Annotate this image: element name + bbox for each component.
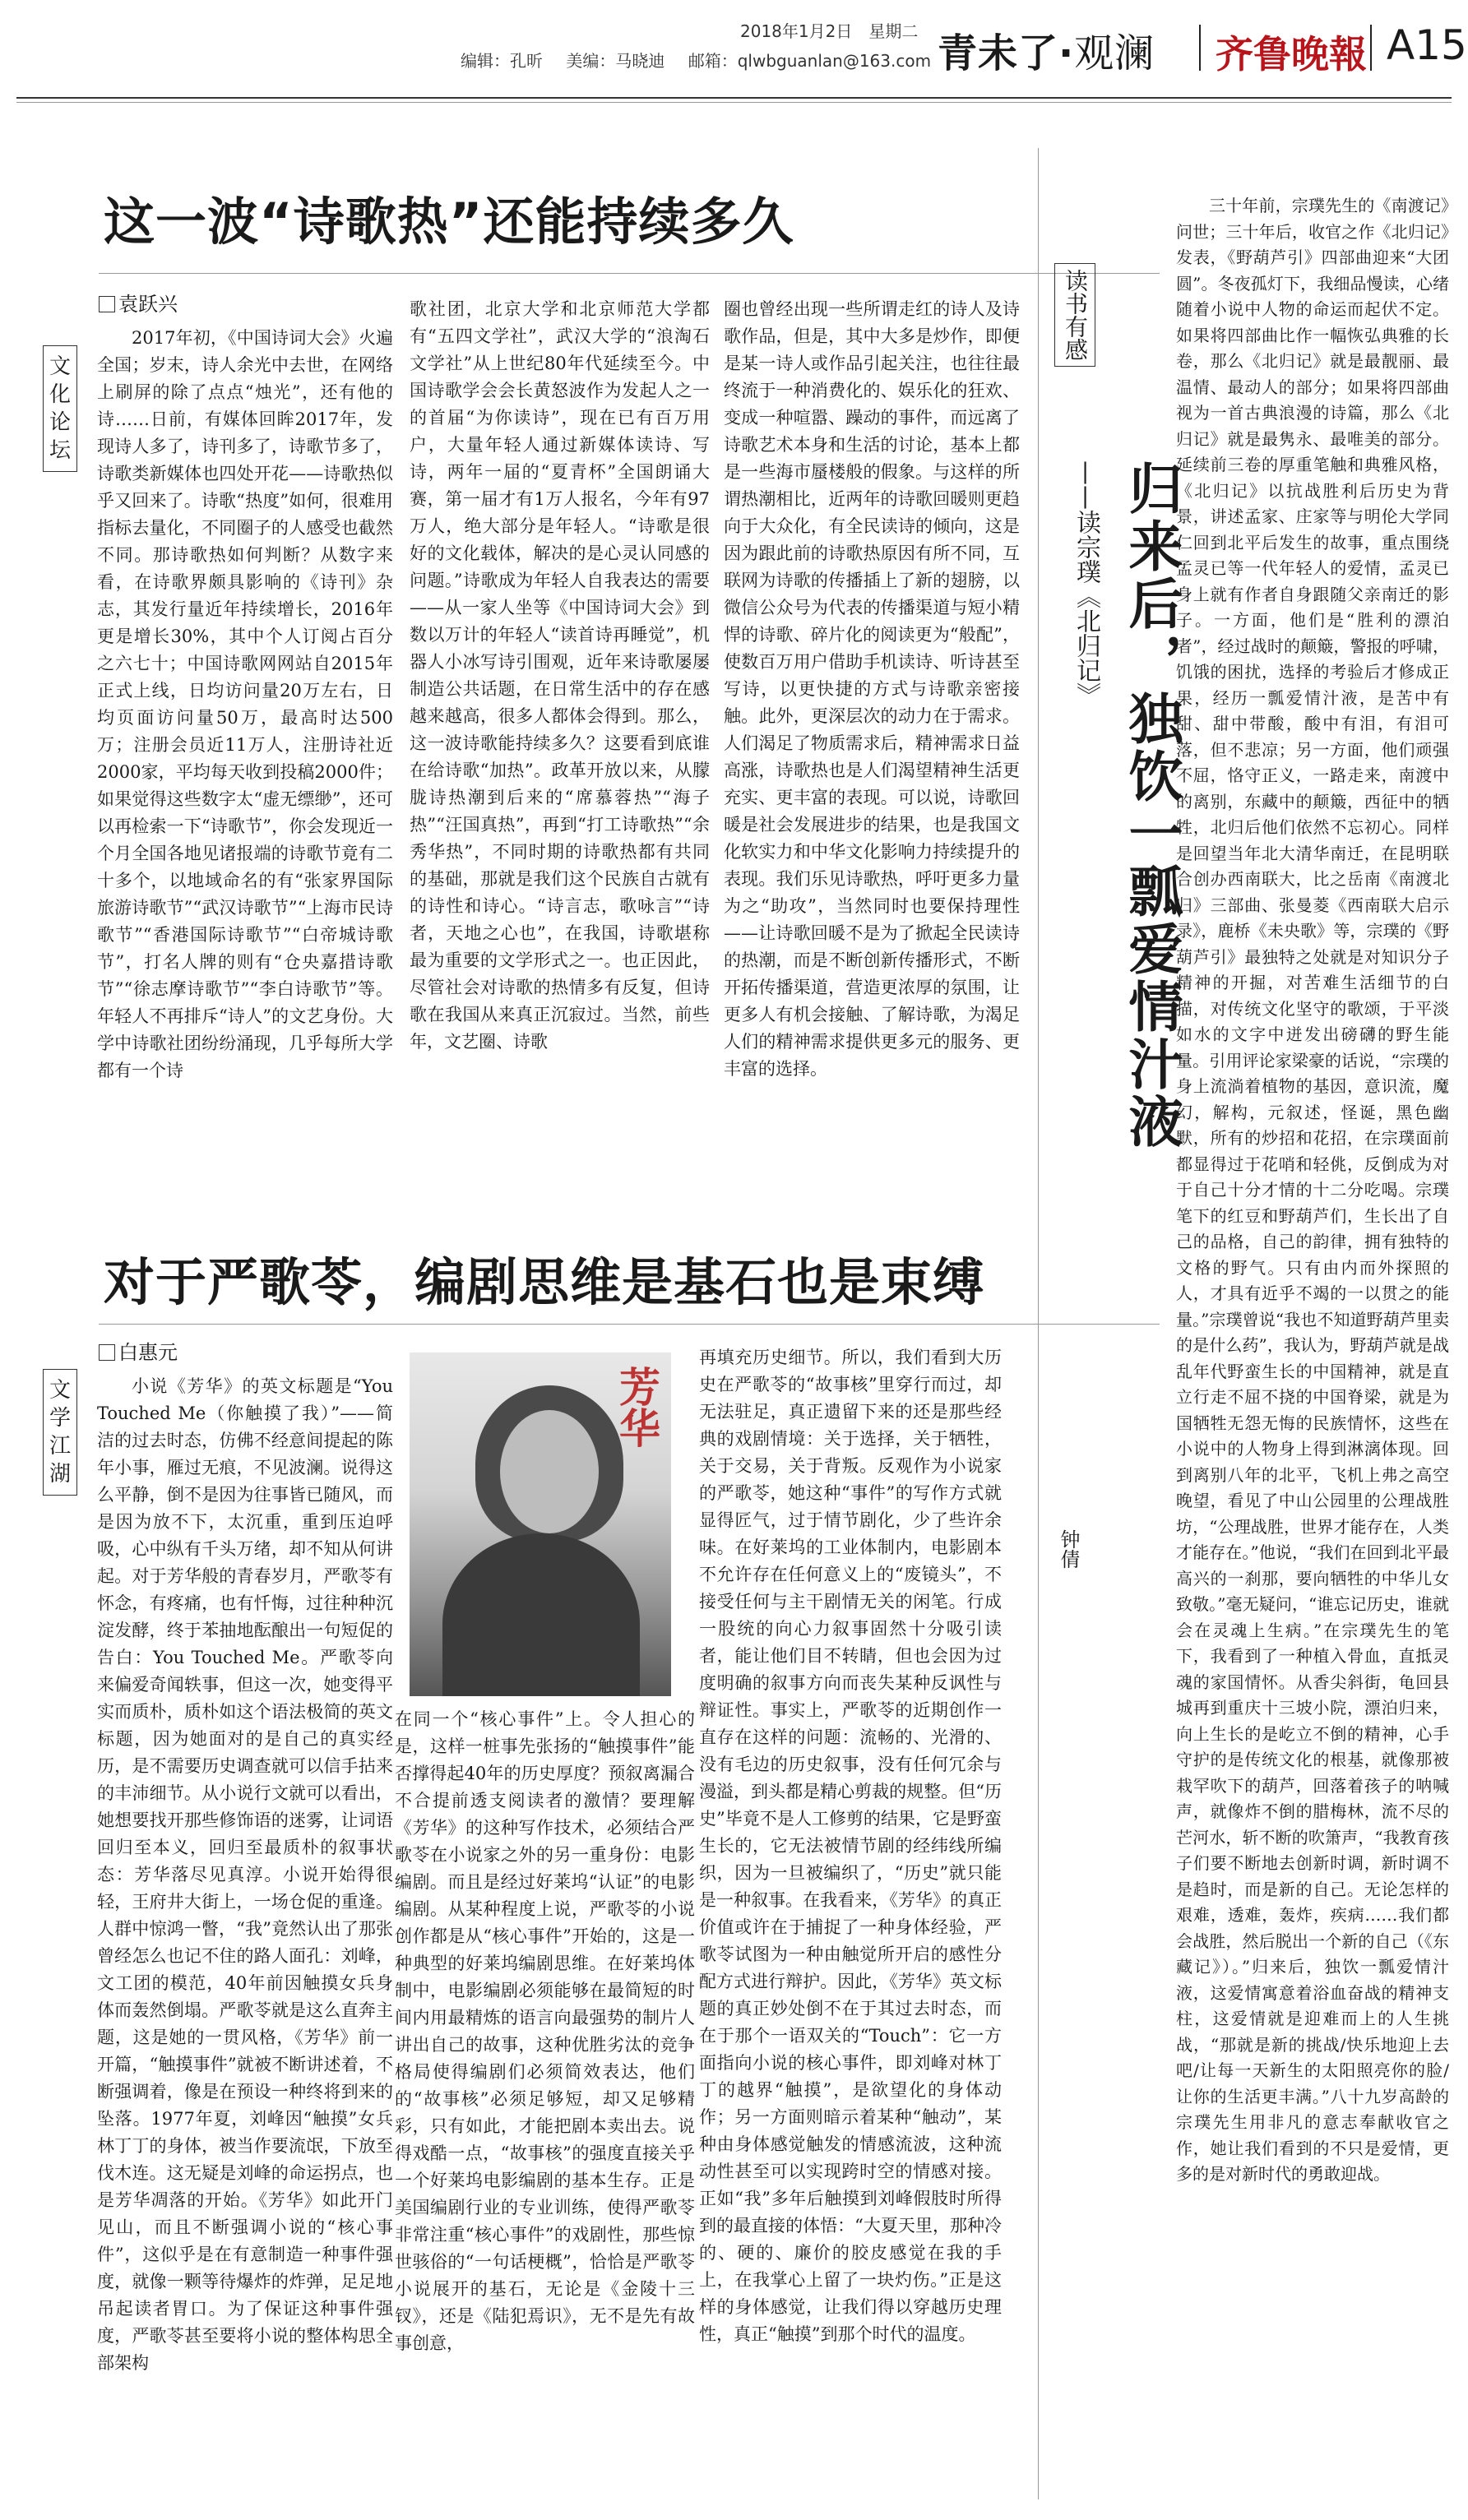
article2-text-3: 再填充历史细节。所以，我们看到大历史在严歌苓的“故事核”里穿行而过，却无法驻足，真正遗留下来的还是那些经典的戏剧情境：关于选择，关于牺牲，关于交易，关于背叛。反观作为小说家的严歌苓，她这种“事件”的写作方式就显得匠气，过于情节剧化，少了些许余味。在好莱坞的工业体制内，电影剧本不允许存在任何意义上的“废镜头”，不接受任何与主干剧情无关的闲笔。行成一股统的向心力叙事固然十分吸引读者，能让他们目不转睛，但也会因为过度明确的叙事方向而丧失某种反讽性与辩证性。事实上，严歌苓的近期创作一直存在这样的问题：流畅的、光滑的、没有毛边的历史叙事，没有任何冗余与漫溢，到头都是精心剪裁的规整。但“历史”毕竟不是人工修剪的结果，它是野蛮生长的，它无法被情节剧的经纬线所编织，因为一旦被编织了，“历史”就只能是一种叙事。在我看来，《芳华》的真正价值或许在于捕捉了一种身体经验，严歌苓试图为一种由触觉所开启的感性分配方式进行辩护。因此，《芳华》英文标题的真正妙处倒不在于其过去时态，而在于那个一语双关的“Touch”：它一方面指向小说的核心事件，即刘峰对林丁丁的越界“触摸”，是欲望化的身体动作；另一方面则暗示着某种“触动”，某种由身体感觉触发的情感流波，这种流动性甚至可以实现跨时空的情感对接。正如“我”多年后触摸到刘峰假肢时所得到的最直接的体悟：“大夏天里，那种冷的、硬的、廉价的胶皮感觉在我的手上，在我掌心上留了一块灼伤。”正是这样的身体感觉，让我们得以穿越历史理性，真正“触摸”到那个时代的温度。 <box>699 1348 1002 2344</box>
designer-name: 美编：马晓迪 <box>566 51 665 71</box>
article3-headline: 归来后，独饮一瓢爱情汁液 <box>1119 460 1183 1151</box>
actress-photo <box>410 1352 671 1696</box>
masthead-divider-2 <box>1370 25 1372 71</box>
masthead-divider <box>1199 25 1201 71</box>
article1-rule <box>99 273 1160 274</box>
article2-rule <box>99 1324 1160 1325</box>
newspaper-logo: 齐鲁晚報 <box>1216 32 1367 76</box>
article3-body <box>1176 193 1449 2495</box>
article1-column-tag: 文化论坛 <box>43 345 77 472</box>
article2-text-2: 在同一个“核心事件”上。令人担心的是，这样一桩事先张扬的“触摸事件”能否撑得起40年的历史厚度？预叙离漏合不合提前透支阅读者的激情？要理解《芳华》的这种写作技术，必须结合严歌苓在小说家之外的另一重身份：电影编剧。而且是经过好莱坞“认证”的电影编剧。从某种程度上说，严歌苓的小说创作都是从“核心事件”开始的，这是一种典型的好莱坞编剧思维。在好莱坞体制中，电影编剧必须能够在最简短的时间内用最精炼的语言向最强势的制片人讲出自己的故事，这种优胜劣汰的竞争格局使得编剧们必须简效表达，他们的“故事核”必须足够短，却又足够精彩，只有如此，才能把剧本卖出去。说得戏酷一点，“故事核”的强度直接关乎一个好莱坞电影编剧的基本生存。正是美国编剧行业的专业训练，使得严歌苓非常注重“核心事件”的戏剧性，那些惊世骇俗的“一句话梗概”，恰恰是严歌苓小说展开的基石，无论是《金陵十三钗》，还是《陆犯焉识》，无不是先有故事创意， <box>395 1709 695 2353</box>
article3-subtitle: ——读宗璞《北归记》 <box>1072 460 1100 707</box>
article1-text-1: 2017年初，《中国诗词大会》火遍全国；岁末，诗人余光中去世，在网络上刷屏的除了点点“烛光”，还有他的诗……日前，有媒体回眸2017年，发现诗人多了，诗刊多了，诗歌节多了，诗歌类新媒体也四处开花——诗歌热似乎又回来了。诗歌“热度”如何，很难用指标去量化，不同圈子的人感受也截然不同。那诗歌热如何判断？从数字来看，在诗歌界颇具影响的《诗刊》杂志，其发行量近年持续增长，2016年更是增长30%，其中个人订阅占百分之六七十；中国诗歌网网站自2015年正式上线，日均访问量20万左右，日均页面访问量50万，最高时达500万；注册会员近11万人，注册诗社近2000家，平均每天收到投稿2000件；如果觉得这些数字太“虚无缥缈”，还可以再检索一下“诗歌节”，你会发现近一个月全国各地见诸报端的诗歌节竟有二十多个，以地域命名的有“张家界国际旅游诗歌节”“武汉诗歌节”“上海市民诗歌节”“香港国际诗歌节”“白帝城诗歌节”，打名人牌的则有“仓央嘉措诗歌节”“徐志摩诗歌节”“李白诗歌节”等。年轻人不再排斥“诗人”的文艺身份。大学中诗歌社团纷纷涌现，几乎每所大学都有一个诗 <box>97 328 393 1080</box>
section-title: 青未了·观澜 <box>938 30 1155 76</box>
article1-column-3 <box>724 296 1020 1192</box>
section-subname: 观澜 <box>1074 30 1155 76</box>
article1-byline: 袁跃兴 <box>99 288 178 317</box>
article3-column-tag: 读书有感 <box>1054 263 1095 367</box>
right-column-divider <box>1038 148 1039 2499</box>
article1-text-3: 圈也曾经出现一些所谓走红的诗人及诗歌作品，但是，其中大多是炒作，即便是某一诗人或作品引起关注，也往往最终流于一种消费化的、娱乐化的狂欢、变成一种喧嚣、躁动的事件，而远离了诗歌艺术本身和生活的讨论，基本上都是一些海市蜃楼般的假象。与这样的所谓热潮相比，近两年的诗歌回暖则更趋向于大众化，有全民读诗的倾向，这是因为跟此前的诗歌热原因有所不同，互联网为诗歌的传播插上了新的翅膀，以微信公众号为代表的传播渠道与短小精悍的诗歌、碎片化的阅读更为“般配”，使数百万用户借助手机读诗、听诗甚至写诗，以更快捷的方式与诗歌亲密接触。此外，更深层次的动力在于需求。人们渴足了物质需求后，精神需求日益高涨，诗歌热也是人们渴望精神生活更充实、更丰富的表现。可以说，诗歌回暖是社会发展进步的结果，也是我国文化软实力和中华文化影响力持续提升的表现。我们乐见诗歌热，呼吁更多力量为之“助攻”，当然同时也要保持理性——让诗歌回暖不是为了掀起全民读诗的热潮，而是不断创新传播形式，不断开拓传播渠道，营造更浓厚的氛围，让更多人有机会接触、了解诗歌，为渴足人们的精神需求提供更多元的服务、更丰富的选择。 <box>724 299 1020 1079</box>
book-logo: 芳华 <box>613 1366 661 1448</box>
article1-column-2 <box>410 296 710 1196</box>
article2-byline: 白惠元 <box>99 1336 178 1365</box>
contact-email: 邮箱：qlwbguanlan@163.com <box>688 51 932 71</box>
masthead-rule-thin <box>16 102 1452 103</box>
section-name: 青未了 <box>938 30 1059 76</box>
article1-column-1 <box>97 325 393 1196</box>
article3-text: 三十年前，宗璞先生的《南渡记》问世；三十年后，收官之作《北归记》发表，《野葫芦引》四部曲迎来“大团圆”。冬夜孤灯下，我细品慢读，心绪随着小说中人物的命运而起伏不定。如果将四部曲比作一幅恢弘典雅的长卷，那么《北归记》就是最靓丽、最温情、最动人的部分；如果将四部曲视为一首古典浪漫的诗篇，那么《北归记》就是最隽永、最唯美的部分。延续前三卷的厚重笔触和典雅风格，《北归记》以抗战胜利后历史为背景，讲述孟家、庄家等与明伦大学同仁回到北平后发生的故事，重点围绕孟灵已等一代年轻人的爱情，孟灵已身上就有作者自身跟随父亲南迁的影子。一方面，他们是“胜利的漂泊者”，经过战时的颠簸，警报的呼啸，饥饿的困扰，选择的考验后才修成正果，经历一瓢爱情汁液，是苦中有甜、甜中带酸，酸中有泪，有泪可落，但不悲凉；另一方面，他们顽强不屈，恪守正义，一路走来，南渡中的离别，东藏中的颠簸，西征中的牺牲，北归后他们依然不忘初心。同样是回望当年北大清华南迁，在昆明联合创办西南联大，比之岳南《南渡北归》三部曲、张曼菱《西南联大启示录》，鹿桥《未央歌》等，宗璞的《野葫芦引》最独特之处就是对知识分子精神的开掘，对苦难生活细节的白描，对传统文化坚守的歌颂，于平淡如水的文字中迸发出磅礴的野生能量。引用评论家梁豪的话说，“宗璞的身上流淌着植物的基因，意识流，魔幻，解构，元叙述，怪诞，黑色幽默，所有的炒招和花招，在宗璞面前都显得过于花哨和轻佻，反倒成为对于自己十分才情的十二分吃喝。宗璞笔下的红豆和野葫芦们，生长出了自己的品格，自己的韵律，拥有独特的文格的野气。只有由内而外探照的人，才具有近乎不竭的一以贯之的能量。”宗璞曾说“我也不知道野葫芦里卖的是什么药”，我认为，野葫芦就是战乱年代野蛮生长的中国精神，就是直立行走不屈不挠的中国脊梁，就是为国牺牲无怨无悔的民族情怀，这些在小说中的人物身上得到淋漓体现。回到离别八年的北平，飞机上弗之高空晚望，看见了中山公园里的公理战胜坊，“公理战胜，世界才能存在，人类才能存在。”他说，“我们在回到北平最高兴的一刹那，要向牺牲的中华儿女致敬。”毫无疑问，“谁忘记历史，谁就会在灵魂上生病。”在宗璞先生的笔下，我看到了一种植入骨血，直抵灵魂的家国情怀。从香尖斜街，龟回县城再到重庆十三坡小院，漂泊归来，向上生长的是屹立不倒的精神，心手守护的是传统文化的根基，就像那被栽罕吹下的葫芦，回落着孩子的呐喊声，就像炸不倒的腊梅林，流不尽的芒河水，斩不断的吹箫声，“我教育孩子们要不断地去创新时调，新时调不是趋时，而是新的自己。无论怎样的艰难，透难，轰炸，疾病……我们都会战胜，然后脱出一个新的自己（《东藏记》）。”归来后，独饮一瓢爱情汁液，这爱情寓意着浴血奋战的精神支柱，这爱情就是迎难而上的人生挑战，“那就是新的挑战/快乐地迎上去吧/让每一天新生的太阳照亮你的脸/让你的生活更丰满。”八十九岁高龄的宗璞先生用非凡的意志奉献收官之作，她让我们看到的不只是爱情，更多的是对新时代的勇敢迎战。 <box>1176 196 1449 2184</box>
article2-column-2 <box>395 1706 695 2495</box>
article2-column-3 <box>699 1344 1002 2495</box>
masthead-rule <box>16 97 1452 99</box>
editor-name: 编辑：孔昕 <box>461 51 543 71</box>
article1-headline: 这一波“诗歌热”还能持续多久 <box>104 192 794 252</box>
article1-text-2: 歌社团，北京大学和北京师范大学都有“五四文学社”，武汉大学的“浪淘石文学社”从上世纪80年代延续至今。中国诗歌学会会长黄怒波作为发起人之一的首届“为你读诗”，现在已有百万用户，大量年轻人通过新媒体读诗、写诗，两年一届的“夏青杯”全国朗诵大赛，第一届才有1万人报名，今年有97万人，绝大部分是年轻人。“诗歌是很好的文化载体，解决的是心灵认同感的问题。”诗歌成为年轻人自我表达的需要——从一家人坐等《中国诗词大会》到数以万计的年轻人“读首诗再睡觉”，机器人小冰写诗引围观，近年来诗歌屡屡制造公共话题，在日常生活中的存在感越来越高，很多人都体会得到。那么，这一波诗歌能持续多久？这要看到底谁在给诗歌“加热”。政革开放以来，从朦胧诗热潮到后来的“席慕蓉热”“海子热”“汪国真热”，再到“打工诗歌热”“余秀华热”，不同时期的诗歌热都有共同的基础，那就是我们这个民族自古就有的诗性和诗心。“诗言志，歌咏言”“诗者，天地之心也”，在我国，诗歌堪称最为重要的文学形式之一。也正因此，尽管社会对诗歌的热情多有反复，但诗歌在我国从来真正沉寂过。当然，前些年，文艺圈、诗歌 <box>410 299 710 1052</box>
issue-date: 2018年1月2日 星期二 <box>740 21 919 41</box>
editor-credits <box>461 48 949 72</box>
article2-column-1 <box>97 1373 393 2495</box>
article2-text-1: 小说《芳华》的英文标题是“You Touched Me（你触摸了我）”——简洁的过去时态，仿佛不经意间提起的陈年小事，雁过无痕，不见波澜。说得这么平静，倒不是因为往事皆已随风，而是因为放不下，太沉重，重到压迫呼吸，心中纵有千头万绪，却不知从何讲起。对于芳华般的青春岁月，严歌苓有怀念，有疼痛，也有忏悔，过往种种沉淀发酵，终于苯抽地酝酿出一句短促的告白：You Touched Me。严歌苓向来偏爱奇闻轶事，但这一次，她变得平实而质朴，质朴如这个语法极简的英文标题，因为她面对的是自己的真实经历，是不需要历史调查就可以信手拈来的丰沛细节。从小说行文就可以看出，她想要找开那些修饰语的迷雾，让词语回归至本义，回归至最质朴的叙事状态：芳华落尽见真淳。小说开始得很轻，王府井大街上，一场仓促的重逢。人群中惊鸿一瞥，“我”竟然认出了那张曾经怎么也记不住的路人面孔：刘峰，文工团的模范，40年前因触摸女兵身体而轰然倒塌。严歌苓就是这么直奔主题，这是她的一贯风格，《芳华》前一开篇，“触摸事件”就被不断讲述着，不断强调着，像是在预设一种终将到来的坠落。1977年夏，刘峰因“触摸”女兵林丁丁的身体，被当作要流氓，下放至伐木连。这无疑是刘峰的命运拐点，也是芳华凋落的开始。《芳华》如此开门见山，而且不断强调小说的“核心事件”，这似乎是在有意制造一种事件强度，就像一颗等待爆炸的炸弹，足足地吊起读者胃口。为了保证这种事件强度，严歌苓甚至要将小说的整体构思全部架构 <box>97 1376 393 2373</box>
page-number: A15 <box>1387 21 1467 69</box>
article3-byline: 钟倩 <box>1057 1529 1080 1569</box>
article2-column-tag: 文学江湖 <box>43 1369 77 1496</box>
article2-headline: 对于严歌苓，编剧思维是基石也是束缚 <box>104 1252 985 1312</box>
